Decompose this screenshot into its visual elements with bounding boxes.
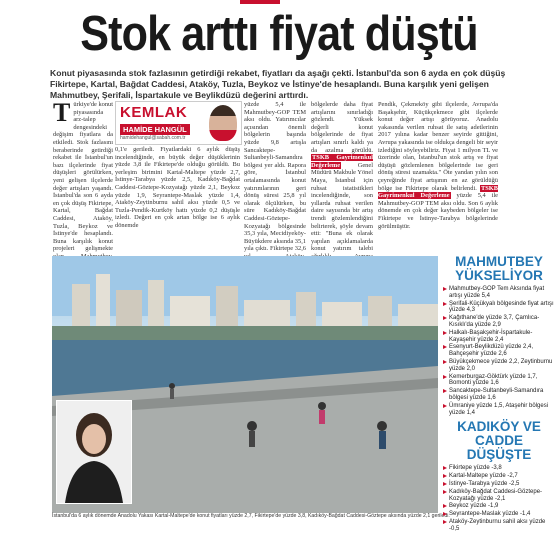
list-item-text: Mahmutbey-GOP Tem Aksında fiyat artışı yüzde 5,4 <box>449 286 545 299</box>
list-item <box>443 301 555 315</box>
column-1-text-a: ürkiye'de konut piyasasında arz-talep dengesindeki değişim fiyatlara da etkiledi. Stok fazlasını beraberinde getirdiği rekabet ile İstanbul'un bazı ilçelerinde fiyat düşüşleri görülürken, yeni gelişen ilçelerde değer artışları yaşandı. İstanbul'da son 6 ayda en çok düşüş Fikirtepe, Kartal, Bağdat Caddesi, Ataköy, Tuzla, Beykoz ve İstinye'de hesaplandı. Buna karşılık konut projeleri gelişmekte <box>53 101 114 253</box>
triangle-bullet-icon <box>443 466 447 470</box>
portrait-illustration <box>57 401 131 503</box>
list-item-text: Ümraniye yüzde 1,5, Ataşehir bölgesi yüzde 1,4 <box>449 402 549 416</box>
triangle-bullet-icon <box>443 345 447 349</box>
headline: Stok arttı fiyat düştü <box>80 7 478 61</box>
photo-caption: İstanbul'da 6 aylık dönemde Anadolu Yakası Kartal-Maltepe'de konut fiyatları yüzde 2,7, Fikirtepe'de yüzde 3,8, Kadıköy-Bağdat Caddesi-Göztepe aksında yüzde 2,1 geriledi. <box>52 513 450 519</box>
list-item-text: İstinye-Tarabya yüzde -2,5 <box>449 480 520 487</box>
author-avatar <box>209 105 237 141</box>
triangle-bullet-icon <box>443 389 447 393</box>
sidebar-up-title-line2: YÜKSELİYOR <box>455 268 543 283</box>
sidebar-up-title <box>443 255 555 283</box>
author-email: hamidehangul@sabah.com.tr <box>120 135 186 141</box>
list-item-text: Kartal-Maltepe yüzde -2,7 <box>449 473 518 480</box>
triangle-bullet-icon <box>443 504 447 508</box>
article-column-3 <box>244 101 306 256</box>
dropcap-letter: T <box>53 98 71 127</box>
column-3-para: yüzde 5,4 ile Mahmutbey-GOP TEM aksı oldu. Yatırımcılar açısından önemli bölgelerin başında yüzde 9,8 artışla Sancaktepe-Sultanbeyli-Samandıra bölgesi yer aldı. Rapora göre, İstanbul ortalamasında konut yatırımlarının geri dönüş süresi 25,8 yıl olarak ölçülürken, bu süre Kadıköy-Bağdat Caddesi-Göztepe-Kozyatağı bölgesinde 35,3 yıla, Mecidiyeköy-Büyükdere aksında 35,1 yıla çıktı. Fikirtepe 32,6 <box>244 101 306 253</box>
list-item <box>443 489 555 503</box>
triangle-bullet-icon <box>443 482 447 486</box>
sidebar-down-list <box>443 465 555 532</box>
list-item <box>443 359 555 373</box>
triangle-bullet-icon <box>443 302 447 306</box>
list-item-text: Kağıthane'de yüzde 3,7, Çamlıca-Kısıklı'da yüzde 2,9 <box>449 315 540 328</box>
triangle-bullet-icon <box>443 287 447 291</box>
list-item <box>443 344 555 358</box>
list-item-text: Halkalı-Başakşehir-İspartakule-Kayaşehir yüzde 2,4 <box>449 329 533 343</box>
sidebar-up-title-line1: MAHMUTBEY <box>455 254 543 269</box>
triangle-bullet-icon <box>443 316 447 320</box>
list-item <box>443 388 555 402</box>
triangle-bullet-icon <box>443 331 447 335</box>
list-item <box>443 519 555 533</box>
column-5-text-a: Pendik, Çekmeköy gibi ilçelerde, Avrupa'da Başakşehir, Küçükçekmece gibi ilçelerde konut değer artışı görüyoruz. Anadolu yakasında verilen ruhsat ile satış adetlerinin 2017 yılına kadar benzer seyirde gittiğini, Avrupa yakasında ise oldukça dengeli bir seyir izlediğini söyleyebiliriz. Fiyat 1 milyon TL ve üzerinde olan, İstanbul'un stok artış ve fiyat düşüşü gözlemlenen bölgelerinde ise geri dönüş süresi uzamakta." Öte yandan yılın son çeyreğinde fiyat artışının en az görüldüğü bölge ise Fikirtepe olarak belirlendi. <box>378 101 498 192</box>
triangle-bullet-icon <box>443 520 447 524</box>
triangle-bullet-icon <box>443 375 447 379</box>
triangle-bullet-icon <box>443 512 447 516</box>
brand-name-col5: TSKB Gayrimenkul Değerleme <box>378 184 498 200</box>
sidebar-boxes <box>443 254 555 532</box>
inset-portrait <box>56 400 132 504</box>
list-item-text: Kadıköy-Bağdat Caddesi-Göztepe-Kozyatağı yüzde -2,1 <box>449 488 543 502</box>
list-item <box>443 403 555 417</box>
list-item-text: Kemerburgaz-Göktürk yüzde 1,7, Bomonti yüzde 1,6 <box>449 373 538 387</box>
list-item <box>443 465 555 472</box>
list-item <box>443 503 555 510</box>
list-item <box>443 481 555 488</box>
list-item-text: Beykoz yüzde -1,9 <box>449 503 499 510</box>
sidebar-down-title <box>443 420 555 462</box>
list-item <box>443 315 555 329</box>
triangle-bullet-icon <box>443 474 447 478</box>
list-item <box>443 330 555 344</box>
column-4-text-b: Genel Müdürü Makbule Yönel Maya, İstanbul için ruhsat istatistikleri incelendiğinde, son yıllarda ruhsat verilen daire sayısında bir artış trendi gözlemlendiğini belirterek, şöyle devam etti: "Buna ek olarak yapılan açıklamalarda konut yatırım talebi <box>311 161 373 253</box>
sidebar-up-list <box>443 286 555 416</box>
deck-paragraph: Konut piyasasında stok fazlasının getirdiği rekabet, fiyatları da aşağı çekti. İstanbul'da son 6 ayda en çok düşüş Fikirtepe, Kartal, Bağdat Caddesi, Ataköy, Tuzla, Beykoz ve İstinye'de hesaplandı. Buna karşılık yeni gelişen Mahmutbey, Şerifali, İspartakule ve Beylikdüzü değerini arttırdı. <box>50 68 506 100</box>
column-5-text-b: yüzde 5,4 ile Mahmutbey-GOP TEM aksı oldu. Son 6 aylık dönemde en çok değer kaybeden bölgeler ise Fikirtepe ve İstinye-Tarabya bölgelerinde görülmüştür. <box>378 192 498 230</box>
list-item <box>443 473 555 480</box>
column-4-text-a: bölgelerde daha fiyat artışlarını sınırladığı gözlendi. Yüksek değerli konut bölgelerinde de fiyat artışları sınırlı kaldı ya da azalma görüldü. <box>311 101 373 154</box>
list-item-text: Sancaktepe-Sultanbeyli-Samandıra bölgesi yüzde 1,6 <box>449 388 544 401</box>
article-column-4 <box>311 101 373 256</box>
triangle-bullet-icon <box>443 360 447 364</box>
author-section-name: KEMLAK <box>120 104 188 121</box>
triangle-bullet-icon <box>443 404 447 408</box>
list-item-text: Şerifali-Küçükyalı bölgesinde fiyat artışı yüzde 4,3 <box>449 300 554 314</box>
column-5-para <box>378 101 498 230</box>
triangle-bullet-icon <box>443 490 447 494</box>
sidebar-down-title-line1: KADIKÖY VE <box>457 419 541 435</box>
article-column-1 <box>53 98 114 256</box>
list-item-text: Ataköy-Zeytinburnu sahil aksı yüzde -0,5 <box>449 518 546 532</box>
author-box <box>115 101 242 145</box>
list-item-text: Seyrantepe-Maslak yüzde -1,4 <box>449 511 531 518</box>
list-item-text: Büyükçekmece yüzde 2,2, Zeytinburnu yüzde 2,0 <box>449 358 553 372</box>
column-2-para: 0,1'e geriledi. Fiyatlardaki 6 aylık düşüş incelendiğinde, en büyük değer düşüklerinin yüzde 3,8 ile Fikirtepe'de olduğu görüldü. Bu yerleşim birimini Kartal-Maltepe yüzde 2,7, İstinye-Tarabya yüzde 2,5, Kadıköy-Bağdat Caddesi-Göztepe-Kozyatağı yüzde 2,1, Beykoz yüzde 1,9, Seyrantepe-Maslak yüzde 1,4, Ataköy-Zeytinburnu sahil aksı yüzde 0,5 ve Tuzla-Pendik-Kurtköy hattı yüzde 0,2 düşüşle izledi. Değeri en çok artan bölge ise 6 aylık dönemde <box>115 146 240 229</box>
list-item <box>443 511 555 518</box>
article-column-2 <box>115 146 240 256</box>
article-column-5 <box>378 101 498 256</box>
sidebar-down-title-line2: CADDE DÜŞÜŞTE <box>466 433 532 463</box>
list-item-text: Fikirtepe yüzde -3,8 <box>449 465 502 472</box>
brand-name-col4: TSKB Gayrimenkul Değerleme <box>311 154 373 169</box>
list-item <box>443 374 555 388</box>
author-name: HAMİDE HANGÜL <box>120 124 190 135</box>
list-item-text: Esenyurt-Beylikdüzü yüzde 2,4, Bahçeşehir yüzde 2,6 <box>449 344 534 358</box>
list-item <box>443 286 555 300</box>
